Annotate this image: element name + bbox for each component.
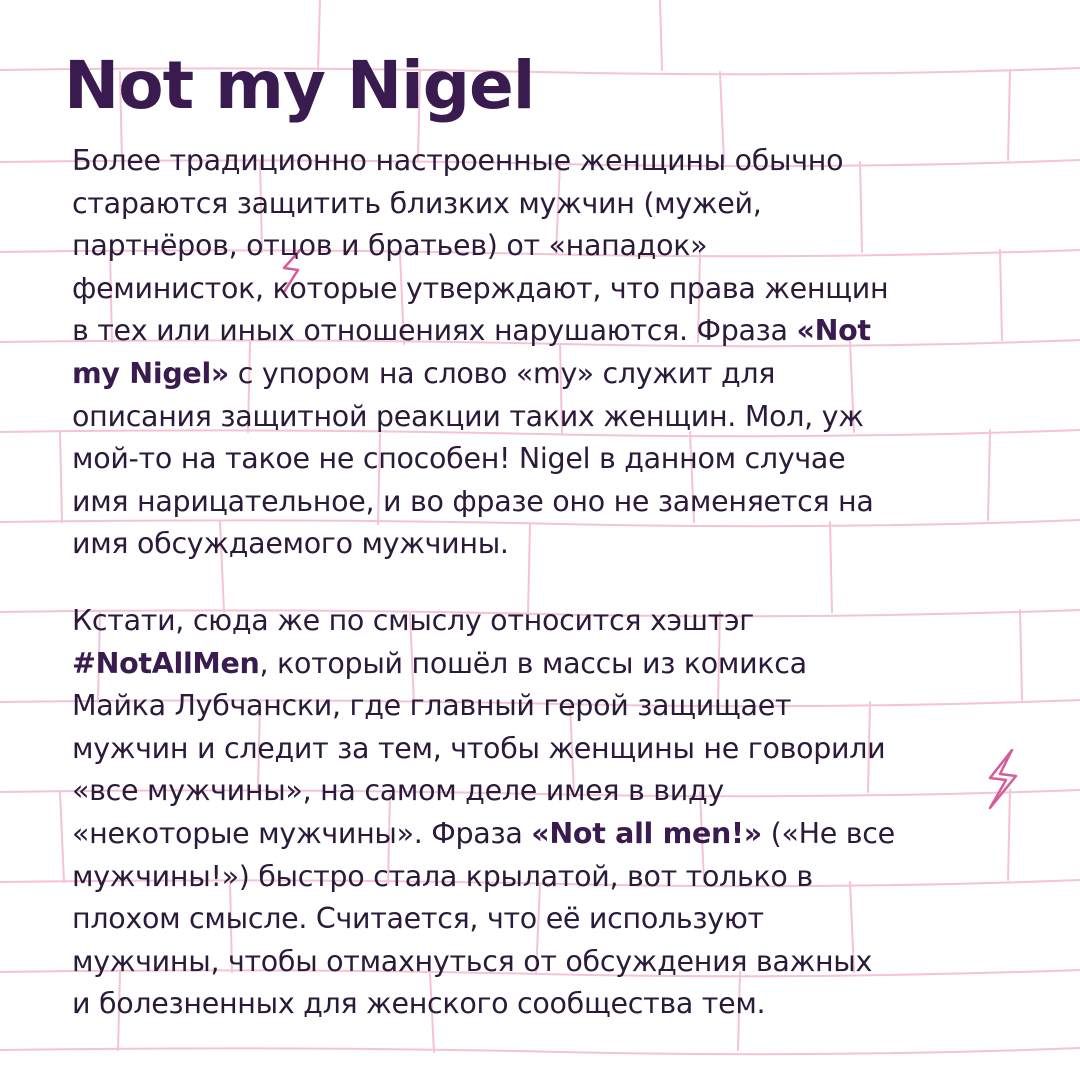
- text-line: мужчины, чтобы отмахнуться от обсуждения важных: [72, 944, 873, 978]
- text-line: партнёров, отцов и братьев) от «нападок»: [72, 229, 708, 263]
- text-line: описания защитной реакции таких женщин. Мол, уж: [72, 399, 864, 433]
- text-line: плохом смысле. Считается, что её используют: [72, 902, 764, 936]
- hashtag: #NotAllMen: [72, 646, 260, 680]
- page-title: Not my Nigel: [64, 47, 535, 124]
- text-line: мужчины!») быстро стала крылатой, вот только в: [72, 859, 813, 893]
- text-fragment: в тех или иных отношениях нарушаются. Фраза: [72, 314, 797, 348]
- text-line: мужчин и следит за тем, чтобы женщины не говорили: [72, 731, 886, 765]
- text-fragment: , который пошёл в массы из комикса: [259, 646, 807, 680]
- text-line: [72, 643, 1032, 686]
- text-line: Более традиционно настроенные женщины обычно: [72, 144, 844, 177]
- highlight-phrase: my Nigel»: [72, 356, 230, 390]
- text-line: феминисток, которые утверждают, что права женщин: [72, 271, 889, 305]
- text-line: Кстати, сюда же по смыслу относится хэштэг: [72, 604, 754, 637]
- text-line: [72, 353, 1032, 396]
- highlight-phrase: «Not all men!»: [531, 816, 762, 850]
- text-line: Майка Лубчански, где главный герой защищает: [72, 689, 792, 723]
- text-fragment: с упором на слово «my» служит для: [229, 356, 776, 390]
- text-line: [72, 813, 1032, 856]
- paragraph-not-all-men: [72, 600, 1032, 1026]
- text-line: «все мужчины», на самом деле имея в виду: [72, 774, 724, 808]
- text-fragment: «некоторые мужчины». Фраза: [72, 816, 532, 850]
- text-line: имя нарицательное, и во фразе оно не заменяется на: [72, 484, 874, 518]
- text-line: стараются защитить близких мужчин (мужей,: [72, 186, 762, 220]
- text-line: мой-то на такое не способен! Nigel в данном случае: [72, 442, 846, 476]
- text-line: [72, 310, 1032, 353]
- highlight-phrase: «Not: [796, 314, 871, 348]
- paragraph-not-my-nigel: [72, 140, 1032, 566]
- text-line: и болезненных для женского сообщества тем.: [72, 987, 766, 1021]
- text-fragment: («Не все: [761, 816, 895, 850]
- text-line: имя обсуждаемого мужчины.: [72, 527, 509, 561]
